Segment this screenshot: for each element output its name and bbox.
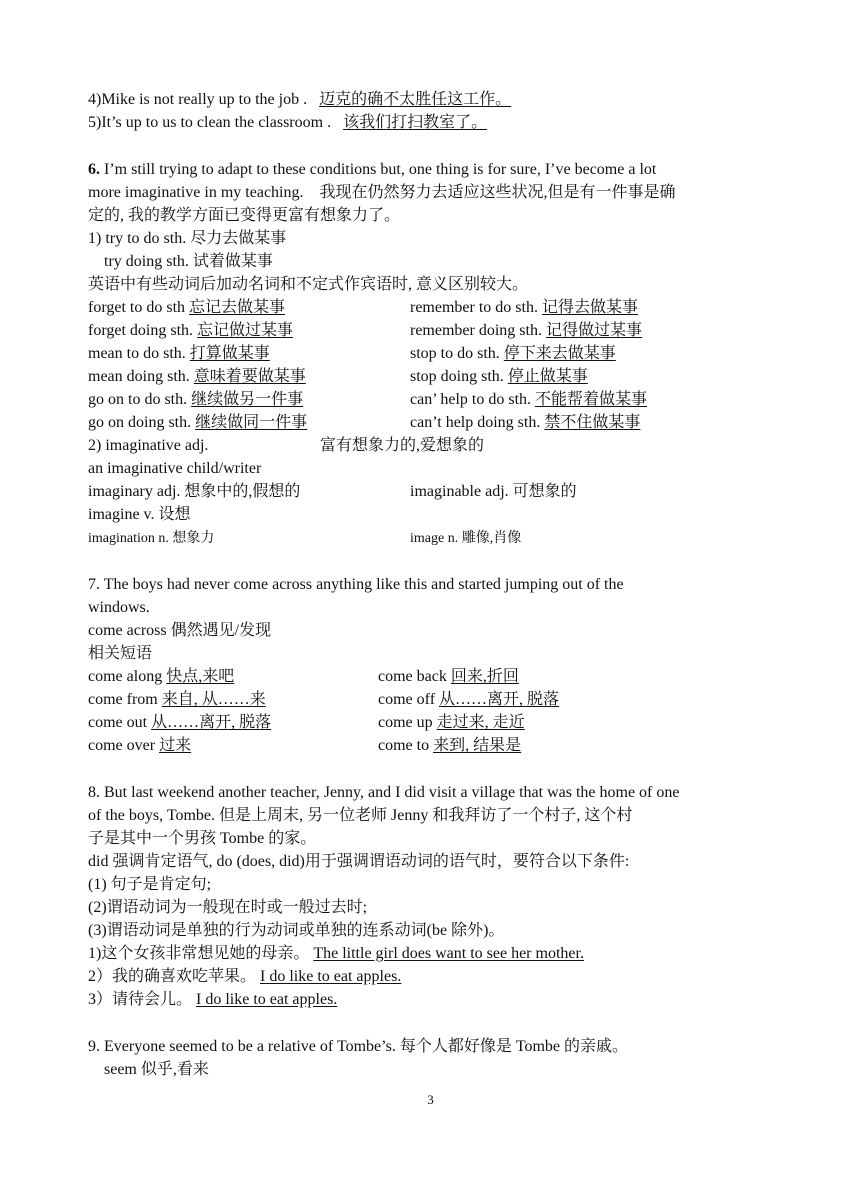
s8-line3: 子是其中一个男孩 Tombe 的家。 (88, 830, 317, 847)
phrase-pair-row (88, 689, 560, 711)
phrase-b: come back (378, 668, 451, 685)
phrase-a-meaning: 过来 (159, 737, 192, 754)
example3-en: I do like to eat apples. (196, 991, 338, 1008)
s7-line4: 相关短语 (88, 645, 153, 662)
verb-b: stop to do sth. (410, 345, 504, 362)
verb-pair-row (88, 320, 642, 342)
example-4-cn: 迈克的确不太胜任这工作。 (319, 91, 512, 108)
imag-line1 (88, 435, 485, 457)
phrase-b: come off (378, 691, 440, 708)
imaginative-word: 2) imaginative adj. (88, 437, 209, 454)
imag-line3 (88, 481, 577, 503)
verb-b: can’ help to do sth. (410, 391, 536, 408)
verb-b-meaning: 停下来去做某事 (503, 345, 616, 362)
verb-b: remember to do sth. (410, 299, 542, 316)
phrase-a: come along (88, 668, 167, 685)
phrase-b-meaning: 回来,折回 (450, 668, 519, 685)
s8-line6: (2)谓语动词为一般现在时或一般过去时; (88, 899, 368, 916)
verb-b: stop doing sth. (410, 368, 508, 385)
example-4 (88, 89, 511, 111)
verb-b: can’t help doing sth. (410, 414, 545, 431)
imag-line5 (88, 528, 522, 550)
verb-pair-row (88, 412, 641, 434)
verb-a-meaning: 打算做某事 (189, 345, 270, 362)
phrase-a: come from (88, 691, 162, 708)
phrase-pair-row (88, 712, 525, 734)
s6-line3: 定的, 我的教学方面已变得更富有想象力了。 (88, 207, 401, 224)
s6-line1 (88, 159, 656, 181)
verb-a: forget to do sth (88, 299, 190, 316)
image-word: image n. 雕像,肖像 (410, 531, 522, 546)
phrase-pair-row (88, 735, 522, 757)
s8-example3 (88, 989, 337, 1011)
verb-pair-row (88, 389, 648, 411)
s8-example1 (88, 943, 584, 965)
phrase-a-meaning: 快点,来吧 (166, 668, 235, 685)
example-4-en: 4)Mike is not really up to the job . (88, 91, 308, 108)
imaginary-word: imaginary adj. 想象中的,假想的 (88, 483, 301, 500)
s8-line2: of the boys, Tombe. 但是上周末, 另一位老师 Jenny 和我拜访了一个村子, 这个村 (88, 807, 633, 824)
verb-a-meaning: 意味着要做某事 (193, 368, 306, 385)
verb-b-meaning: 停止做某事 (507, 368, 588, 385)
s8-example2 (88, 966, 401, 988)
verb-b-meaning: 记得做过某事 (545, 322, 642, 339)
s7-line3: come across 偶然遇见/发现 (88, 622, 272, 639)
imag-line4: imagine v. 设想 (88, 506, 191, 523)
verb-a: mean to do sth. (88, 345, 190, 362)
s9-line1: 9. Everyone seemed to be a relative of Tombe’s. 每个人都好像是 Tombe 的亲戚。 (88, 1038, 629, 1055)
phrase-pair-row (88, 666, 519, 688)
phrase-b-meaning: 从……离开, 脱落 (439, 691, 560, 708)
verb-b-meaning: 不能帮着做某事 (535, 391, 648, 408)
phrase-a-meaning: 从……离开, 脱落 (151, 714, 272, 731)
phrase-b: come to (378, 737, 434, 754)
s8-line5: (1) 句子是肯定句; (88, 876, 212, 893)
phrase-a: come over (88, 737, 160, 754)
example2-en: I do like to eat apples. (260, 968, 402, 985)
phrase-a-meaning: 来自, 从……来 (161, 691, 266, 708)
s6-try1: 1) try to do sth. 尽力去做某事 (88, 230, 287, 247)
phrase-b-meaning: 走过来, 走近 (436, 714, 525, 731)
verb-a: go on to do sth. (88, 391, 192, 408)
verb-a-meaning: 继续做同一件事 (195, 414, 308, 431)
verb-a: mean doing sth. (88, 368, 194, 385)
s7-line2: windows. (88, 599, 150, 616)
imaginable-word: imaginable adj. 可想象的 (410, 483, 577, 500)
example2-cn: 2）我的确喜欢吃苹果。 (88, 968, 261, 985)
verb-pair-row (88, 297, 638, 319)
s6-line2: more imaginative in my teaching. 我现在仍然努力去适应这些状况,但是有一件事是确 (88, 184, 676, 201)
imaginative-meaning: 富有想象力的,爱想象的 (320, 437, 485, 454)
example1-cn: 1)这个女孩非常想见她的母亲。 (88, 945, 314, 962)
verb-pair-row (88, 366, 588, 388)
s8-line1: 8. But last weekend another teacher, Jenny, and I did visit a village that was the home of one (88, 784, 680, 801)
s9-line2: seem 似乎,看来 (104, 1061, 209, 1078)
s6-note: 英语中有些动词后加动名词和不定式作宾语时, 意义区别较大。 (88, 276, 529, 293)
example3-cn: 3）请待会儿。 (88, 991, 197, 1008)
s6-number: 6. (88, 161, 100, 178)
verb-a-meaning: 忘记去做某事 (189, 299, 286, 316)
example-5-cn: 该我们打扫教室了。 (343, 114, 488, 131)
s6-text1: I’m still trying to adapt to these conditions but, one thing is for sure, I’ve become a lot (100, 161, 657, 178)
verb-b-meaning: 记得去做某事 (541, 299, 638, 316)
s7-line1: 7. The boys had never come across anything like this and started jumping out of the (88, 576, 624, 593)
verb-a-meaning: 忘记做过某事 (197, 322, 294, 339)
verb-a-meaning: 继续做另一件事 (191, 391, 304, 408)
example-5-en: 5)It’s up to us to clean the classroom . (88, 114, 332, 131)
phrase-b: come up (378, 714, 437, 731)
phrase-b-meaning: 来到, 结果是 (433, 737, 522, 754)
example1-en: The little girl does want to see her mother. (313, 945, 584, 962)
verb-b: remember doing sth. (410, 322, 546, 339)
verb-a: go on doing sth. (88, 414, 196, 431)
s6-try2: try doing sth. 试着做某事 (104, 253, 273, 270)
example-5 (88, 112, 487, 134)
phrase-a: come out (88, 714, 152, 731)
verb-a: forget doing sth. (88, 322, 198, 339)
imagination-word: imagination n. 想象力 (88, 531, 215, 546)
verb-b-meaning: 禁不住做某事 (544, 414, 641, 431)
s8-line7: (3)谓语动词是单独的行为动词或单独的连系动词(be 除外)。 (88, 922, 505, 939)
verb-pair-row (88, 343, 616, 365)
s8-line4: did 强调肯定语气, do (does, did)用于强调谓语动词的语气时，要符合以下条件: (88, 853, 630, 870)
page-number: 3 (427, 1092, 434, 1107)
imag-line2: an imaginative child/writer (88, 460, 262, 477)
